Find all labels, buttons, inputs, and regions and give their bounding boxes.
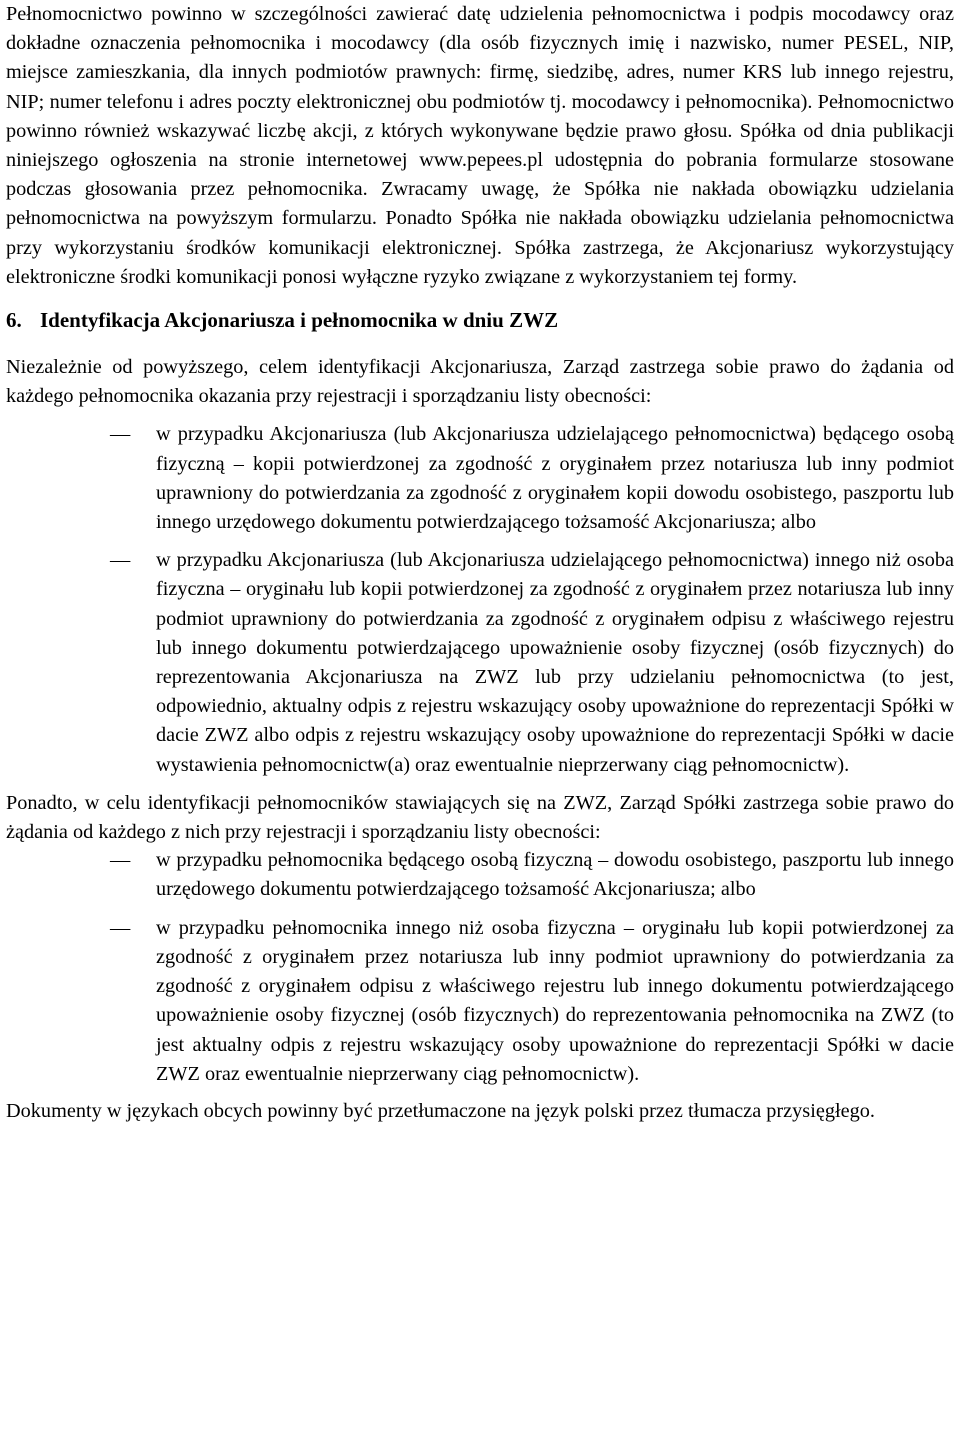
paragraph-proxy-identification-intro: Ponadto, w celu identyfikacji pełnomocników stawiających się na ZWZ, Zarząd Spółki zastrzega sobie prawo do żądania od każdego z nich przy rejestracji i sporządzaniu listy obecności:	[6, 791, 954, 844]
list-item	[6, 546, 954, 780]
section-title: Identyfikacja Akcjonariusza i pełnomocnika w dniu ZWZ	[40, 308, 559, 333]
paragraph-proxy-contents: Pełnomocnictwo powinno w szczególności zawierać datę udzielenia pełnomocnictwa i podpis mocodawcy oraz dokładne oznaczenia pełnomocnika i mocodawcy (dla osób fizycznych imię i nazwisko, numer PESEL, NIP, miejsce zamieszkania, dla innych podmiotów prawnych: firmę, siedzibę, adres, numer KRS lub innego rejestru, NIP; numer telefonu i adres poczty elektronicznej obu podmiotów tj. mocodawcy i pełnomocnika). Pełnomocnictwo powinno również wskazywać liczbę akcji, z których wykonywane będzie prawo głosu. Spółka od dnia publikacji niniejszego ogłoszenia na stronie internetowej www.pepees.pl udostępnia do pobrania formularze stosowane podczas głosowania przez pełnomocnika. Zwracamy uwagę, że Spółka nie nakłada obowiązku udzielania pełnomocnictwa na powyższym formularzu. Ponadto Spółka nie nakłada obowiązku udzielania pełnomocnictwa przy wykorzystaniu środków komunikacji elektronicznej. Spółka zastrzega, że Akcjonariusz wykorzystujący elektroniczne środki komunikacji ponosi wyłączne ryzyko związane z wykorzystaniem tej formy.	[6, 3, 954, 288]
list-item	[6, 846, 954, 904]
section-heading	[6, 306, 954, 335]
dash-bullet: —	[110, 549, 131, 572]
proxy-document-list	[6, 846, 954, 1089]
list-item	[6, 420, 954, 537]
paragraph-identification-intro: Niezależnie od powyższego, celem identyfikacji Akcjonariusza, Zarząd zastrzega sobie prawo do żądania od każdego pełnomocnika okazania przy rejestracji i sporządzaniu listy obecności:	[6, 356, 954, 408]
list-item-text: w przypadku pełnomocnika innego niż osoba fizyczna – oryginału lub kopii potwierdzonej za zgodność z oryginałem przez notariusza lub inny podmiot uprawniony do potwierdzania za zgodność z oryginałem odpisu z właściwego rejestru lub innego dokumentu potwierdzającego upoważnienie osoby fizycznej (osób fizycznych) do reprezentowania pełnomocnika na ZWZ (to jest aktualny odpis z rejestru wskazujący osoby upoważnione do reprezentacji Spółki w dacie ZWZ oraz ewentualnie nieprzerwany ciąg pełnomocnictw).	[156, 916, 954, 1085]
paragraph-translation-requirement: Dokumenty w językach obcych powinny być przetłumaczone na język polski przez tłumacza przysięgłego.	[6, 1099, 875, 1122]
dash-bullet: —	[110, 849, 131, 872]
section-number: 6.	[6, 308, 22, 333]
list-item	[6, 914, 954, 1089]
dash-bullet: —	[110, 916, 131, 939]
dash-bullet: —	[110, 423, 131, 446]
list-item-text: w przypadku pełnomocnika będącego osobą fizyczną – dowodu osobistego, paszportu lub innego urzędowego dokumentu potwierdzającego tożsamość Akcjonariusza; albo	[156, 849, 954, 901]
list-item-text: w przypadku Akcjonariusza (lub Akcjonariusza udzielającego pełnomocnictwa) innego niż osoba fizyczna – oryginału lub kopii potwierdzonej za zgodność z oryginałem przez notariusza lub inny podmiot uprawniony do potwierdzania za zgodność z oryginałem odpisu z właściwego rejestru lub innego dokumentu potwierdzającego upoważnienie osoby fizycznej (osób fizycznych) do reprezentowania Akcjonariusza na ZWZ lub przy udzielaniu pełnomocnictwa (to jest, odpowiednio, aktualny odpis z rejestru wskazujący osoby upoważnione do reprezentacji Spółki w dacie ZWZ albo odpis z rejestru wskazujący osoby upoważnione do reprezentacji Spółki w dacie wystawienia pełnomocnictw(a) oraz ewentualnie nieprzerwany ciąg pełnomocnictw).	[156, 549, 954, 776]
shareholder-document-list	[6, 420, 954, 779]
list-item-text: w przypadku Akcjonariusza (lub Akcjonariusza udzielającego pełnomocnictwa) będącego osobą fizyczną – kopii potwierdzonej za zgodność z oryginałem przez notariusza lub inny podmiot uprawniony do potwierdzania za zgodność z oryginałem kopii dowodu osobistego, paszportu lub innego urzędowego dokumentu potwierdzającego tożsamość Akcjonariusza; albo	[156, 423, 954, 534]
